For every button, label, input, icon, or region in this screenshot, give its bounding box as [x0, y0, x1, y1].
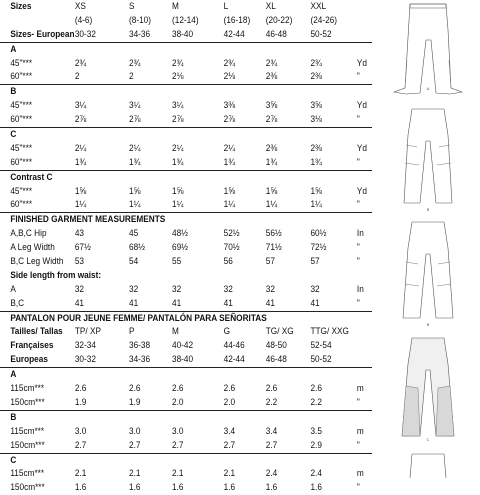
side-length-title: Side length from waist: — [10, 269, 102, 281]
unit-cell: " — [356, 482, 360, 494]
finished-title: FINISHED GARMENT MEASUREMENTS — [10, 214, 166, 226]
value-cell: 32 — [223, 283, 233, 295]
value-cell: 1⅝ — [310, 185, 322, 197]
tailles-cell: TG/ XG — [265, 326, 294, 338]
pants-b-back-illustration — [376, 218, 480, 333]
tailles-cell: TP/ XP — [74, 326, 101, 338]
european-cell: 46-48 — [265, 28, 287, 40]
value-cell: 2.1 — [129, 468, 141, 480]
europeas-cell: 30-32 — [74, 354, 96, 366]
value-cell: 1⅝ — [74, 185, 87, 197]
european-cell: 38-40 — [172, 28, 194, 40]
pants-partial-illustration — [376, 448, 480, 488]
value-cell: 72½ — [310, 242, 327, 254]
metric-row — [0, 382, 372, 396]
row-label: 45"*** — [10, 185, 33, 197]
value-cell: 2⅞ — [172, 114, 184, 126]
value-cell: 3⅜ — [223, 100, 236, 112]
section-title: B — [10, 86, 17, 98]
value-cell: 68½ — [129, 242, 146, 254]
tailles-cell: P — [129, 326, 135, 338]
unit-cell: Yd — [356, 100, 368, 112]
row-label: B,C Leg Width — [10, 256, 64, 268]
value-cell: 57 — [310, 256, 320, 268]
unit-cell: m — [356, 425, 364, 437]
tailles-cell: G — [223, 326, 231, 338]
section-title: C — [10, 129, 17, 141]
row-label: 150cm*** — [10, 482, 45, 494]
row-label: 60"*** — [10, 156, 33, 168]
value-cell: 32 — [172, 283, 182, 295]
value-cell: 2⅜ — [310, 142, 322, 154]
tailles-row — [0, 325, 372, 339]
value-cell: 3⅝ — [265, 100, 278, 112]
section-title-row — [0, 171, 372, 185]
value-cell: 56½ — [265, 228, 282, 240]
value-cell: 48½ — [172, 228, 189, 240]
row-label: 45"*** — [10, 142, 33, 154]
francaises-cell: 52-54 — [310, 340, 332, 352]
unit-cell: " — [356, 256, 360, 268]
value-cell: 1¾ — [74, 156, 87, 168]
side-length-rows — [0, 283, 372, 312]
value-cell: 3.4 — [265, 425, 278, 437]
value-cell: 2.6 — [172, 383, 184, 395]
unit-cell: In — [356, 283, 364, 295]
value-cell: 2¾ — [172, 57, 184, 69]
yardage-row — [0, 156, 372, 170]
measurement-row — [0, 255, 372, 269]
pants-c-illustration — [376, 334, 480, 449]
yardage-row — [0, 99, 372, 113]
value-cell: 41 — [129, 297, 139, 309]
value-cell: 3⅝ — [310, 100, 322, 112]
value-cell: 2⅞ — [129, 114, 141, 126]
section-title-row — [0, 368, 372, 382]
size-cell: XXL — [310, 1, 327, 12]
european-cell: 34-36 — [129, 28, 151, 40]
value-cell: 32 — [310, 283, 320, 295]
illustration-caption: A — [426, 86, 430, 91]
metric-row — [0, 396, 372, 410]
francaises-label: Françaises — [10, 340, 54, 352]
value-cell: 60½ — [310, 228, 327, 240]
tailles-cell: TTG/ XXG — [310, 326, 349, 338]
unit-cell: Yd — [356, 57, 368, 69]
tailles-cell: M — [172, 326, 179, 338]
pants-b-front-illustration — [376, 105, 480, 220]
sizes-label: Sizes — [10, 1, 32, 12]
unit-cell: " — [356, 297, 360, 309]
value-cell: 1.9 — [129, 396, 141, 408]
unit-cell: " — [356, 71, 360, 83]
illustration-caption: C — [426, 437, 430, 442]
header-european-row — [0, 28, 372, 42]
value-cell: 2.1 — [172, 468, 184, 480]
value-cell: 2⅜ — [265, 71, 278, 83]
value-cell: 2.7 — [223, 439, 236, 451]
value-cell: 2.4 — [310, 468, 322, 480]
value-cell: 1¼ — [265, 199, 278, 211]
spanish-title: PANTALON POUR JEUNE FEMME/ PANTALÓN PARA SEÑORITAS — [10, 312, 267, 324]
francaises-cell: 36-38 — [129, 340, 151, 352]
row-label: 150cm*** — [10, 396, 45, 408]
value-cell: 53 — [74, 256, 84, 268]
side-length-row — [0, 283, 372, 297]
range-cell: (8-10) — [129, 14, 152, 26]
header-sizes-row — [0, 0, 372, 14]
row-label: 60"*** — [10, 71, 33, 83]
value-cell: 32 — [265, 283, 275, 295]
value-cell: 1⅝ — [265, 185, 278, 197]
section-title-row — [0, 128, 372, 142]
european-label: Sizes- European — [10, 28, 75, 40]
value-cell: 56 — [223, 256, 233, 268]
value-cell: 52½ — [223, 228, 240, 240]
header-ranges-row — [0, 14, 372, 28]
value-cell: 1¼ — [129, 199, 141, 211]
value-cell: 45 — [129, 228, 139, 240]
value-cell: 2.7 — [172, 439, 184, 451]
section-title-row — [0, 43, 372, 57]
europeas-cell: 50-52 — [310, 354, 332, 366]
value-cell: 2¾ — [223, 57, 236, 69]
europeas-label: Europeas — [10, 354, 48, 366]
section-title: A — [10, 369, 17, 381]
range-cell: (4-6) — [74, 14, 93, 26]
size-cell: M — [172, 1, 179, 12]
side-title-row — [0, 269, 372, 283]
section-title: C — [10, 454, 17, 466]
value-cell: 2⅞ — [265, 114, 278, 126]
francaises-cell: 48-50 — [265, 340, 287, 352]
value-cell: 3¼ — [74, 100, 87, 112]
francaises-cell: 40-42 — [172, 340, 194, 352]
metric-row — [0, 439, 372, 453]
europeas-cell: 46-48 — [265, 354, 287, 366]
francaises-row — [0, 339, 372, 353]
value-cell: 41 — [172, 297, 182, 309]
value-cell: 1.6 — [129, 482, 141, 494]
europeas-row — [0, 353, 372, 367]
row-label: 60"*** — [10, 114, 33, 126]
value-cell: 2.0 — [172, 396, 184, 408]
value-cell: 2⅞ — [223, 114, 236, 126]
metric-row — [0, 467, 372, 481]
unit-cell: m — [356, 468, 364, 480]
value-cell: 2.4 — [265, 468, 278, 480]
value-cell: 2 — [74, 71, 80, 83]
illustration-caption: B — [426, 322, 430, 327]
value-cell: 2¼ — [129, 142, 141, 154]
value-cell: 1.6 — [265, 482, 278, 494]
pants-a-illustration — [376, 0, 480, 115]
yardage-row — [0, 185, 372, 199]
value-cell: 2.6 — [310, 383, 322, 395]
value-cell: 2¾ — [310, 57, 322, 69]
francaises-cell: 32-34 — [74, 340, 96, 352]
european-cell: 30-32 — [74, 28, 96, 40]
unit-cell: In — [356, 228, 364, 240]
unit-cell: Yd — [356, 185, 368, 197]
value-cell: 41 — [223, 297, 233, 309]
section-title-row — [0, 454, 372, 468]
value-cell: 1.9 — [74, 396, 87, 408]
value-cell: 43 — [74, 228, 84, 240]
value-cell: 71½ — [265, 242, 282, 254]
row-label: 115cm*** — [10, 383, 45, 395]
value-cell: 1¾ — [223, 156, 236, 168]
unit-cell: " — [356, 439, 360, 451]
value-cell: 2.7 — [129, 439, 141, 451]
value-cell: 2¾ — [129, 57, 141, 69]
unit-cell: " — [356, 156, 360, 168]
value-cell: 1¾ — [129, 156, 141, 168]
measurement-row — [0, 241, 372, 255]
value-cell: 2¼ — [172, 142, 184, 154]
range-cell: (24-26) — [310, 14, 338, 26]
metric-row — [0, 481, 372, 495]
size-cell: S — [129, 1, 135, 12]
unit-cell: m — [356, 383, 364, 395]
european-cell: 50-52 — [310, 28, 332, 40]
row-label: 115cm*** — [10, 425, 45, 437]
range-cell: (20-22) — [265, 14, 293, 26]
section-title: B — [10, 411, 17, 423]
value-cell: 3¼ — [172, 100, 184, 112]
value-cell: 2¾ — [74, 57, 87, 69]
section-title: Contrast C — [10, 171, 53, 183]
value-cell: 41 — [265, 297, 275, 309]
value-cell: 1⅝ — [223, 185, 236, 197]
value-cell: 1.6 — [310, 482, 322, 494]
yardage-row — [0, 198, 372, 212]
value-cell: 2.2 — [265, 396, 278, 408]
section-title-row — [0, 411, 372, 425]
value-cell: 2.7 — [265, 439, 278, 451]
value-cell: 2.6 — [74, 383, 87, 395]
value-cell: 2.1 — [74, 468, 87, 480]
row-label: B,C — [10, 297, 25, 309]
row-label: 150cm*** — [10, 439, 45, 451]
value-cell: 2⅛ — [172, 71, 184, 83]
yardage-row — [0, 142, 372, 156]
value-cell: 2.2 — [310, 396, 322, 408]
row-label: A — [10, 283, 16, 295]
value-cell: 3¼ — [129, 100, 141, 112]
value-cell: 54 — [129, 256, 139, 268]
value-cell: 32 — [129, 283, 139, 295]
value-cell: 2.6 — [265, 383, 278, 395]
row-label: 115cm*** — [10, 468, 45, 480]
value-cell: 2⅜ — [265, 142, 278, 154]
value-cell: 1¾ — [310, 156, 322, 168]
value-cell: 69½ — [172, 242, 189, 254]
garment-illustrations — [376, 0, 480, 480]
row-label: A Leg Width — [10, 242, 55, 254]
value-cell: 2¼ — [223, 142, 236, 154]
value-cell: 3.0 — [129, 425, 141, 437]
value-cell: 1⅝ — [172, 185, 184, 197]
value-cell: 2.0 — [223, 396, 236, 408]
value-cell: 2⅛ — [223, 71, 236, 83]
size-cell: XS — [74, 1, 86, 12]
measurement-row — [0, 227, 372, 241]
europeas-cell: 42-44 — [223, 354, 245, 366]
value-cell: 1¾ — [265, 156, 278, 168]
europeas-cell: 34-36 — [129, 354, 151, 366]
row-label: 60"*** — [10, 199, 33, 211]
section-title: A — [10, 43, 17, 55]
europeas-cell: 38-40 — [172, 354, 194, 366]
metric-sections — [0, 367, 372, 495]
value-cell: 55 — [172, 256, 182, 268]
size-cell: XL — [265, 1, 276, 12]
unit-cell: " — [356, 242, 360, 254]
value-cell: 3.0 — [74, 425, 87, 437]
value-cell: 3.5 — [310, 425, 322, 437]
value-cell: 2¾ — [265, 57, 278, 69]
metric-row — [0, 425, 372, 439]
value-cell: 2 — [129, 71, 134, 83]
row-label: A,B,C Hip — [10, 228, 47, 240]
value-cell: 1¼ — [172, 199, 184, 211]
unit-cell: " — [356, 396, 360, 408]
value-cell: 2¼ — [74, 142, 87, 154]
value-cell: 70½ — [223, 242, 240, 254]
illustration-caption: B — [426, 207, 430, 212]
finished-rows — [0, 227, 372, 269]
yardage-row — [0, 70, 372, 84]
row-label: 45"*** — [10, 57, 33, 69]
value-cell: 1.6 — [223, 482, 236, 494]
value-cell: 1.6 — [74, 482, 87, 494]
yardage-row — [0, 113, 372, 127]
tailles-label: Tailles/ Tallas — [10, 326, 63, 338]
value-cell: 1⅝ — [129, 185, 141, 197]
value-cell: 57 — [265, 256, 275, 268]
size-cell: L — [223, 1, 229, 12]
finished-title-row — [0, 213, 372, 227]
value-cell: 2⅞ — [74, 114, 87, 126]
value-cell: 1¾ — [172, 156, 184, 168]
value-cell: 41 — [310, 297, 320, 309]
section-title-row — [0, 85, 372, 99]
value-cell: 3.0 — [172, 425, 184, 437]
value-cell: 32 — [74, 283, 84, 295]
value-cell: 2.6 — [223, 383, 236, 395]
francaises-cell: 44-46 — [223, 340, 245, 352]
value-cell: 3⅛ — [310, 114, 322, 126]
value-cell: 2.6 — [129, 383, 141, 395]
value-cell: 2.7 — [74, 439, 87, 451]
range-cell: (16-18) — [223, 14, 251, 26]
value-cell: 1¼ — [223, 199, 236, 211]
value-cell: 2⅜ — [310, 71, 322, 83]
unit-cell: " — [356, 114, 360, 126]
spanish-title-row — [0, 312, 372, 326]
row-label: 45"*** — [10, 100, 33, 112]
unit-cell: Yd — [356, 142, 368, 154]
value-cell: 67½ — [74, 242, 91, 254]
value-cell: 2.9 — [310, 439, 322, 451]
value-cell: 41 — [74, 297, 84, 309]
side-length-row — [0, 297, 372, 311]
yardage-row — [0, 57, 372, 71]
value-cell: 3.4 — [223, 425, 236, 437]
value-cell: 1¼ — [310, 199, 322, 211]
range-cell: (12-14) — [172, 14, 199, 26]
value-cell: 1.6 — [172, 482, 184, 494]
european-cell: 42-44 — [223, 28, 245, 40]
value-cell: 1¼ — [74, 199, 87, 211]
unit-cell: " — [356, 199, 360, 211]
value-cell: 2.1 — [223, 468, 236, 480]
yardage-sections — [0, 42, 372, 214]
